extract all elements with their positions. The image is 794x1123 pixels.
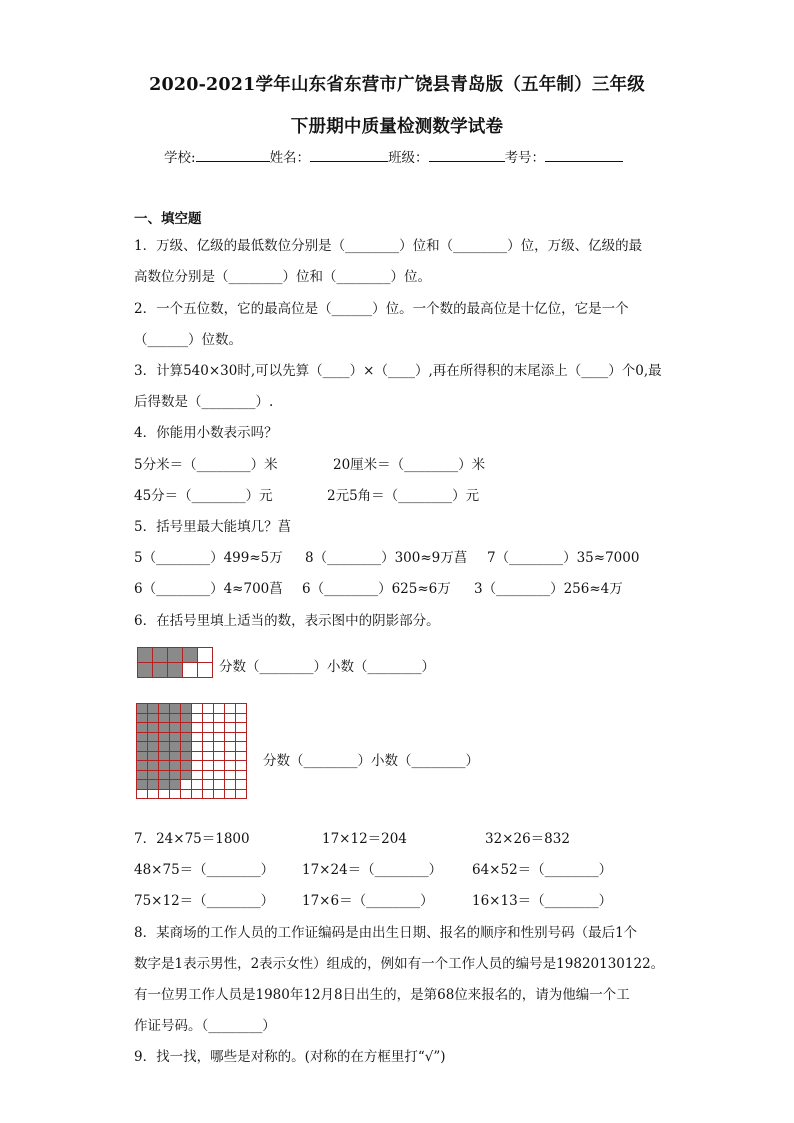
q6-row2-answer: 分数（________）小数（________） [263, 753, 479, 769]
grid-cell [148, 789, 159, 799]
q7-given1: 7．24×75＝1800 [134, 831, 250, 847]
grid-cell [203, 723, 214, 733]
grid-cell [203, 751, 214, 761]
q4-line1: 4．你能用小数表示吗？ [134, 425, 278, 441]
q5-e: 6（________）625≈6万 [302, 581, 451, 597]
grid-cell [159, 770, 170, 780]
fraction-grid-tenths [137, 647, 213, 678]
grid-cell [181, 732, 192, 742]
grid-cell [192, 723, 203, 733]
grid-cell [159, 732, 170, 742]
grid-cell [148, 723, 159, 733]
q4-d: 2元5角＝（________）元 [327, 488, 480, 504]
grid-cell [236, 789, 247, 799]
grid-cell [181, 780, 192, 790]
q8-line4: 作证号码。（________） [134, 1018, 276, 1034]
grid-cell [236, 742, 247, 752]
q3-line1: 3．计算540×30时,可以先算（____）×（____）,再在所得积的末尾添上（____）个0,最 [134, 363, 662, 379]
grid-cell [203, 713, 214, 723]
school-label: 学校: [164, 150, 196, 166]
exam-title-line2: 下册期中质量检测数学试卷 [290, 117, 504, 137]
grid-cell [181, 723, 192, 733]
grid-cell [192, 780, 203, 790]
grid-cell [153, 663, 168, 678]
grid-cell [214, 780, 225, 790]
grid-cell [198, 663, 213, 678]
exam-title-line1: 2020-2021学年山东省东营市广饶县青岛版（五年制）三年级 [149, 75, 645, 95]
q5-line1: 5．括号里最大能填几？菖 [134, 519, 292, 535]
q5-b: 8（________）300≈9万菖 [305, 550, 468, 566]
q1-line1: 1．万级、亿级的最低数位分别是（________）位和（________）位，万级、亿级的最 [134, 238, 643, 254]
q7-b: 17×24＝（________） [302, 862, 443, 878]
q7-d: 75×12＝（________） [134, 893, 275, 909]
q2-line1: 2．一个五位数，它的最高位是（______）位。一个数的最高位是十亿位，它是一个 [134, 301, 629, 317]
grid-cell [138, 663, 153, 678]
grid-cell [236, 723, 247, 733]
grid-cell [214, 789, 225, 799]
grid-cell [225, 780, 236, 790]
grid-cell [153, 648, 168, 663]
grid-cell [183, 648, 198, 663]
grid-cell [225, 742, 236, 752]
grid-cell [198, 648, 213, 663]
grid-cell [170, 742, 181, 752]
grid-cell [137, 723, 148, 733]
grid-cell [170, 761, 181, 771]
grid-cell [159, 789, 170, 799]
grid-cell [159, 780, 170, 790]
grid-cell [181, 751, 192, 761]
grid-cell [170, 723, 181, 733]
grid-cell [137, 751, 148, 761]
grid-cell [214, 770, 225, 780]
grid-cell [181, 761, 192, 771]
student-info-row [164, 146, 623, 166]
grid-cell [225, 732, 236, 742]
grid-cell [181, 704, 192, 714]
grid-cell [159, 704, 170, 714]
grid-cell [225, 789, 236, 799]
grid-cell [168, 663, 183, 678]
grid-cell [159, 761, 170, 771]
grid-cell [236, 713, 247, 723]
q4-c: 45分＝（________）元 [134, 488, 273, 504]
q8-line3: 有一位男工作人员是1980年12月8日出生的，是第68位来报名的，请为他编一个工 [134, 987, 630, 1003]
grid-cell [203, 780, 214, 790]
grid-cell [192, 704, 203, 714]
grid-cell [214, 723, 225, 733]
grid-cell [192, 789, 203, 799]
q8-line2: 数字是1表示男性，2表示女性）组成的，例如有一个工作人员的编号是19820130122。 [134, 956, 665, 972]
q5-f: 3（________）256≈4万 [474, 581, 623, 597]
grid-cell [183, 663, 198, 678]
q5-a: 5（________）499≈5万 [134, 550, 283, 566]
grid-cell [181, 742, 192, 752]
grid-cell [148, 704, 159, 714]
q7-f: 16×13＝（________） [472, 893, 613, 909]
grid-cell [203, 742, 214, 752]
grid-cell [225, 751, 236, 761]
grid-cell [225, 704, 236, 714]
school-field[interactable] [196, 148, 270, 162]
exam-no-label: 考号： [504, 150, 546, 166]
name-label: 姓名： [269, 150, 311, 166]
grid-cell [148, 780, 159, 790]
grid-cell [192, 770, 203, 780]
grid-cell [170, 751, 181, 761]
grid-cell [236, 780, 247, 790]
grid-cell [137, 789, 148, 799]
q7-given2: 17×12＝204 [322, 831, 407, 847]
q8-line1: 8．某商场的工作人员的工作证编码是由出生日期、报名的顺序和性别号码（最后1个 [134, 925, 638, 941]
q1-line2: 高数位分别是（________）位和（________）位。 [134, 269, 431, 285]
q5-c: 7（________）35≈7000 [487, 550, 640, 566]
grid-cell [138, 648, 153, 663]
grid-cell [148, 732, 159, 742]
grid-cell [170, 789, 181, 799]
grid-cell [148, 770, 159, 780]
q4-a: 5分米＝（________）米 [134, 457, 278, 473]
q7-a: 48×75＝（________） [134, 862, 275, 878]
grid-cell [170, 770, 181, 780]
grid-cell [225, 723, 236, 733]
grid-cell [192, 732, 203, 742]
grid-cell [214, 704, 225, 714]
grid-cell [168, 648, 183, 663]
grid-cell [203, 732, 214, 742]
grid-cell [214, 751, 225, 761]
grid-cell [203, 770, 214, 780]
q5-d: 6（________）4≈700菖 [134, 581, 283, 597]
grid-cell [170, 713, 181, 723]
grid-cell [203, 704, 214, 714]
grid-cell [236, 732, 247, 742]
q7-c: 64×52＝（________） [472, 862, 613, 878]
grid-cell [236, 704, 247, 714]
grid-cell [159, 713, 170, 723]
q3-line2: 后得数是（________）. [134, 394, 274, 410]
grid-cell [225, 713, 236, 723]
grid-cell [203, 789, 214, 799]
grid-cell [214, 761, 225, 771]
q6-row1-answer: 分数（________）小数（________） [219, 659, 435, 675]
q7-e: 17×6＝（________） [302, 893, 434, 909]
grid-cell [192, 761, 203, 771]
fraction-grid-hundredths [136, 703, 247, 799]
class-field[interactable] [429, 148, 505, 162]
grid-cell [170, 780, 181, 790]
grid-cell [214, 732, 225, 742]
name-field[interactable] [310, 148, 388, 162]
section-heading: 一、填空题 [134, 211, 202, 227]
grid-cell [137, 770, 148, 780]
grid-cell [214, 742, 225, 752]
grid-cell [203, 761, 214, 771]
grid-cell [181, 713, 192, 723]
grid-cell [148, 751, 159, 761]
grid-cell [236, 770, 247, 780]
grid-cell [137, 713, 148, 723]
exam-no-field[interactable] [545, 148, 623, 162]
grid-cell [148, 713, 159, 723]
grid-cell [159, 742, 170, 752]
grid-cell [192, 742, 203, 752]
q6-line1: 6．在括号里填上适当的数，表示图中的阴影部分。 [134, 613, 440, 629]
grid-cell [137, 732, 148, 742]
grid-cell [181, 770, 192, 780]
grid-cell [148, 761, 159, 771]
grid-cell [181, 789, 192, 799]
grid-cell [159, 751, 170, 761]
grid-cell [137, 742, 148, 752]
class-label: 班级： [388, 150, 429, 166]
grid-cell [236, 761, 247, 771]
grid-cell [192, 751, 203, 761]
q7-given3: 32×26＝832 [485, 831, 570, 847]
grid-cell [159, 723, 170, 733]
q4-b: 20厘米＝（________）米 [333, 457, 486, 473]
grid-cell [170, 704, 181, 714]
q2-line2: （______）位数。 [134, 332, 242, 348]
grid-cell [148, 742, 159, 752]
grid-cell [225, 761, 236, 771]
grid-cell [137, 780, 148, 790]
grid-cell [137, 761, 148, 771]
grid-cell [192, 713, 203, 723]
grid-cell [170, 732, 181, 742]
grid-cell [225, 770, 236, 780]
grid-cell [137, 704, 148, 714]
grid-cell [236, 751, 247, 761]
q9-line1: 9．找一找，哪些是对称的。(对称的在方框里打“√”) [134, 1049, 446, 1065]
grid-cell [214, 713, 225, 723]
